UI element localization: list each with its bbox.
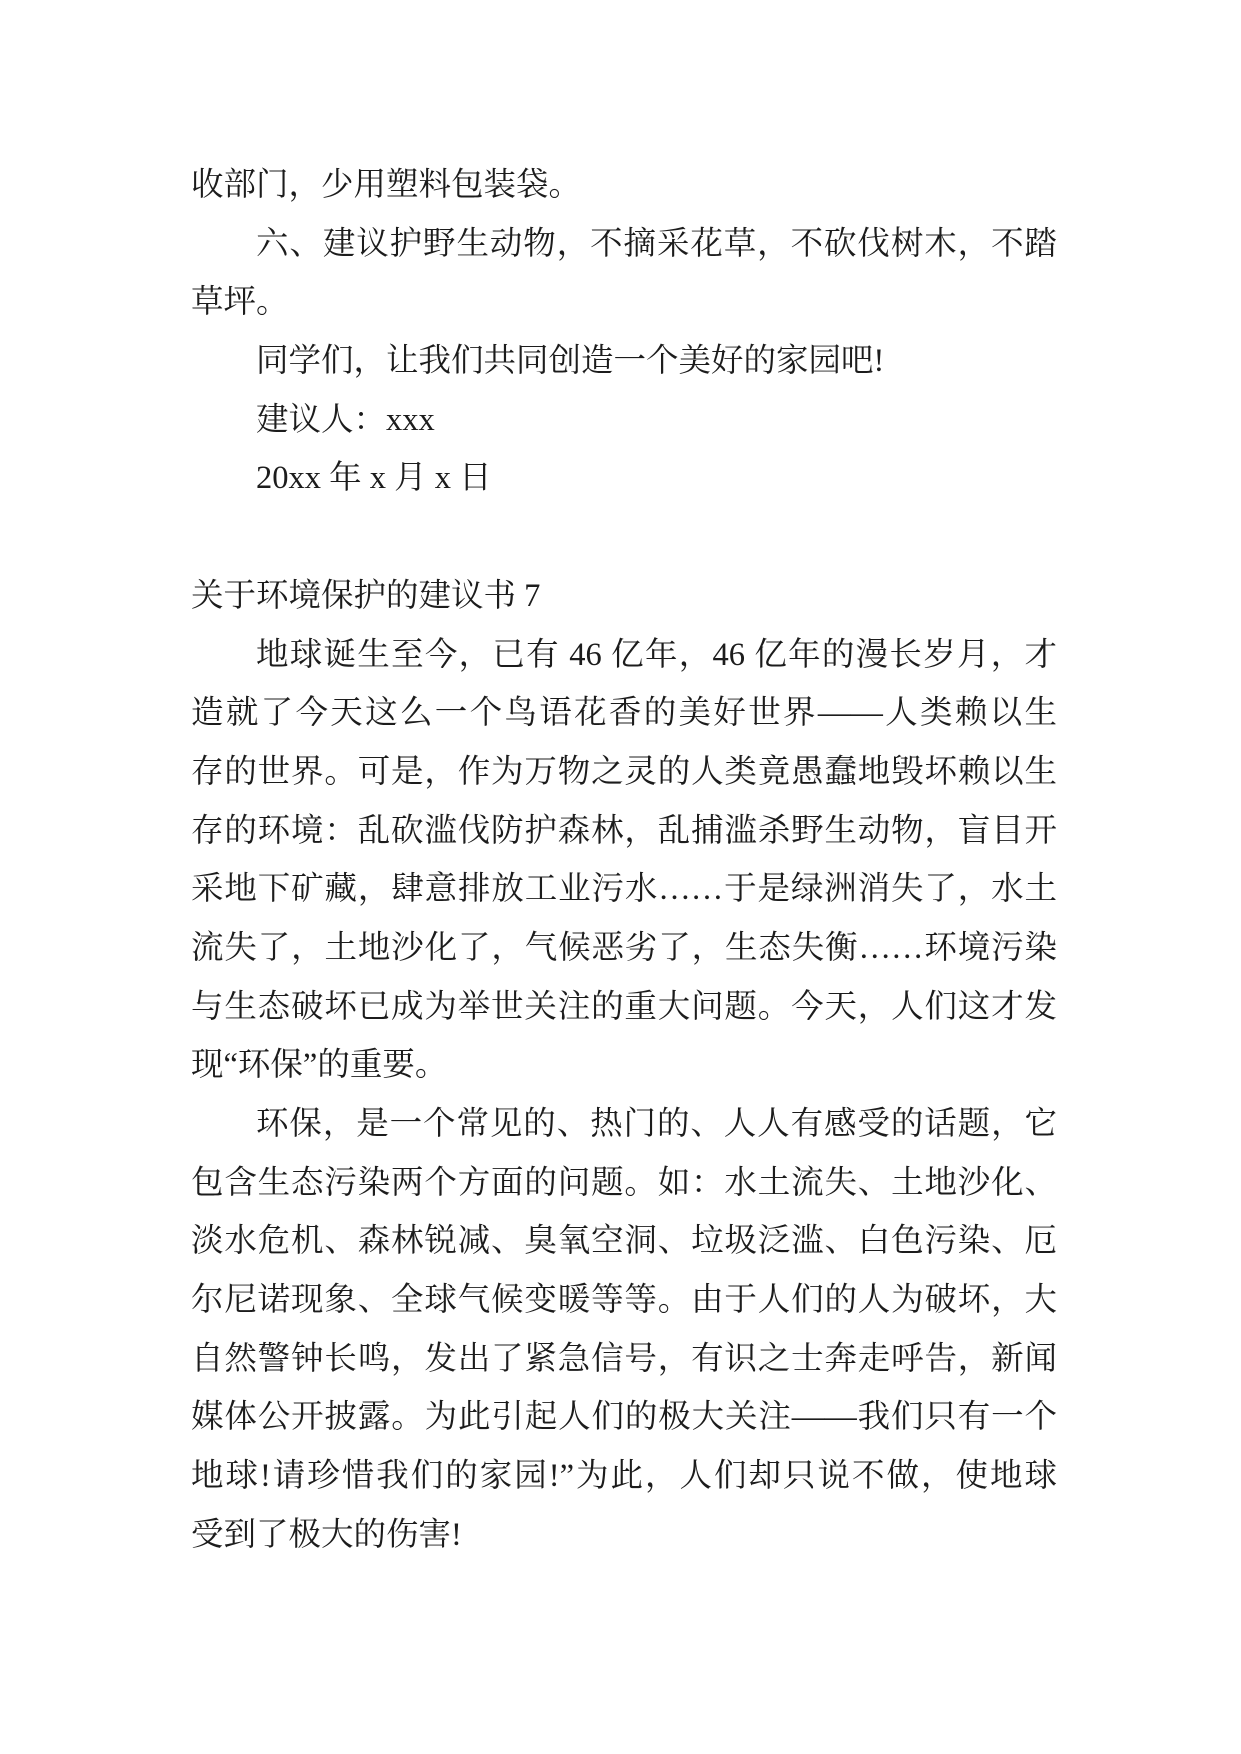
body-line: 流失了，土地沙化了，气候恶劣了，生态失衡……环境污染 xyxy=(191,929,1057,966)
previous-letter-ending xyxy=(191,156,1057,508)
paragraph-2 xyxy=(191,1095,1057,1565)
signature-line: 建议人：xxx xyxy=(256,401,435,438)
document-body xyxy=(191,156,1057,1565)
body-line: 自然警钟长鸣，发出了紧急信号，有识之士奔走呼告，新闻 xyxy=(191,1340,1057,1377)
body-line: 受到了极大的伤害! xyxy=(191,1516,462,1553)
body-line: 存的环境：乱砍滥伐防护森林，乱捕滥杀野生动物，盲目开 xyxy=(191,812,1057,849)
letter-7 xyxy=(191,567,1057,1565)
body-line: 存的世界。可是，作为万物之灵的人类竟愚蠢地毁坏赖以生 xyxy=(191,753,1057,790)
body-line: 与生态破坏已成为举世关注的重大问题。今天，人们这才发 xyxy=(191,988,1057,1025)
body-line: 包含生态污染两个方面的问题。如：水土流失、土地沙化、 xyxy=(191,1164,1057,1201)
body-line: 采地下矿藏，肆意排放工业污水……于是绿洲消失了，水土 xyxy=(191,871,1057,908)
closing-line: 收部门，少用塑料包装袋。 xyxy=(191,167,582,203)
body-line: 媒体公开披露。为此引起人们的极大关注——我们只有一个 xyxy=(191,1399,1057,1436)
appeal-line: 同学们，让我们共同创造一个美好的家园吧! xyxy=(256,343,885,380)
body-line: 淡水危机、森林锐减、臭氧空洞、垃圾泛滥、白色污染、厄 xyxy=(191,1223,1057,1260)
section-spacer xyxy=(191,508,1057,567)
body-line: 地球!请珍惜我们的家园!”为此，人们却只说不做，使地球 xyxy=(191,1458,1057,1495)
body-line: 现“环保”的重要。 xyxy=(191,1047,448,1084)
body-line: 草坪。 xyxy=(191,284,289,321)
body-line: 造就了今天这么一个鸟语花香的美好世界——人类赖以生 xyxy=(191,695,1057,732)
body-line: 尔尼诺现象、全球气候变暖等等。由于人们的人为破坏，大 xyxy=(191,1282,1057,1319)
date-line: 20xx 年 x 月 x 日 xyxy=(256,460,492,497)
body-line: 六、建议护野生动物，不摘采花草，不砍伐树木，不踏 xyxy=(256,225,1057,262)
letter-title: 关于环境保护的建议书 7 xyxy=(191,577,541,614)
paragraph-1 xyxy=(191,626,1057,1096)
body-line: 地球诞生至今，已有 46 亿年，46 亿年的漫长岁月，才 xyxy=(256,636,1057,673)
body-line: 环保，是一个常见的、热门的、人人有感受的话题，它 xyxy=(256,1106,1057,1142)
item-6-paragraph xyxy=(191,215,1057,332)
